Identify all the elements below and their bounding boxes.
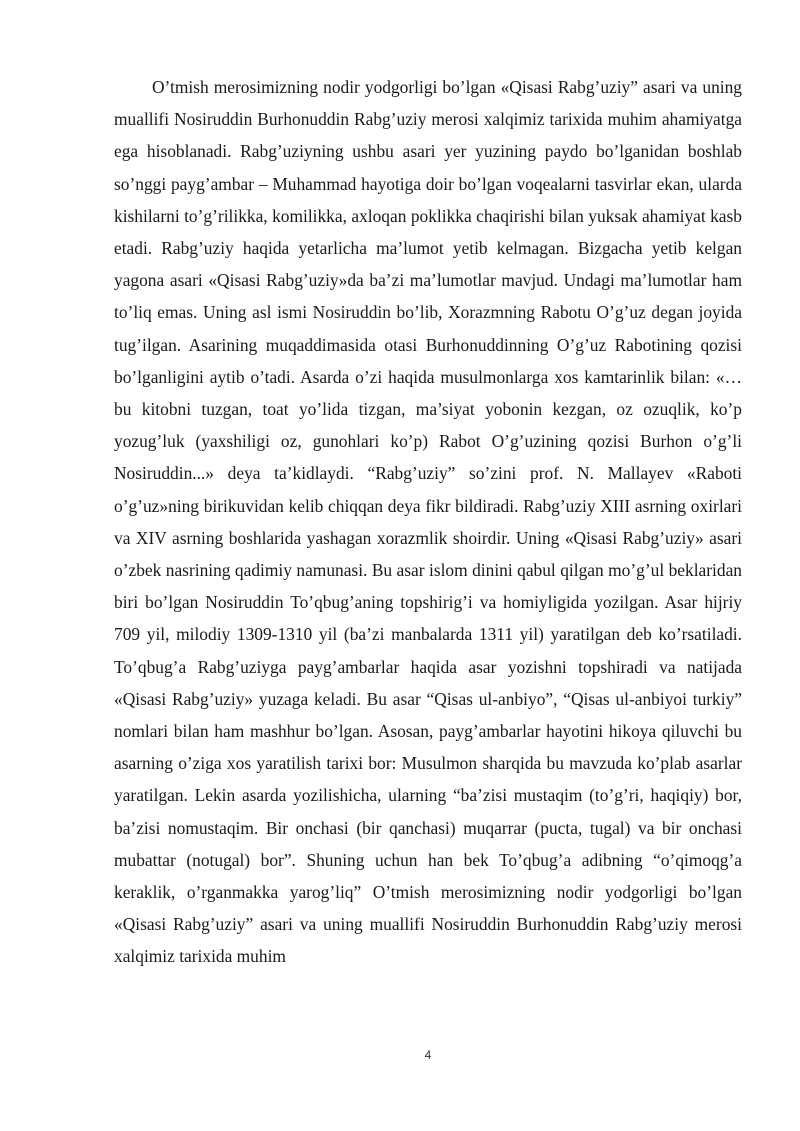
text-block [114,71,742,973]
body-paragraph: O’tmish merosimizning nodir yodgorligi bo’lgan «Qisasi Rabg’uziy” asari va uning muallifi Nosiruddin Burhonuddin Rabg’uziy merosi xalqimiz tarixida muhim ahamiyatga ega hisoblanadi. Rabg’uziyning ushbu asari yer yuzining paydo bo’lganidan boshlab so’nggi payg’ambar – Muhammad hayotiga doir bo’lgan voqealarni tasvirlar ekan, ularda kishilarni to’g’rilikka, komilikka, axloqan poklikka chaqirishi bilan yuksak ahamiyat kasb etadi. Rabg’uziy haqida yetarlicha ma’lumot yetib kelmagan. Bizgacha yetib kelgan yagona asari «Qisasi Rabg’uziy»da ba’zi ma’lumotlar mavjud. Undagi ma’lumotlar ham to’liq emas. Uning asl ismi Nosiruddin bo’lib, Xorazmning Rabotu O’g’uz degan joyida tug’ilgan. Asarining muqaddimasida otasi Burhonuddinning O’g’uz Rabotining qozisi bo’lganligini aytib o’tadi. Asarda o’zi haqida musulmonlarga xos kamtarinlik bilan: «…bu kitobni tuzgan, toat yo’lida tizgan, ma’siyat yobonin kezgan, oz ozuqlik, ko’p yozug’luk (yaxshiligi oz, gunohlari ko’p) Rabot O’g’uzining qozisi Burhon o’g’li Nosiruddin...» deya ta’kidlaydi. “Rabg’uziy” so’zini prof. N. Mallayev «Raboti o’g’uz»ning birikuvidan kelib chiqqan deya fikr bildiradi. Rabg’uziy XIII asrning oxirlari va XIV asrning boshlarida yashagan xorazmlik shoirdir. Uning «Qisasi Rabg’uziy» asari o’zbek nasrining qadimiy namunasi. Bu asar islom dinini qabul qilgan mo’g’ul beklaridan biri bo’lgan Nosiruddin To’qbug’aning topshirig’i va homiyligida yozilgan. Asar hijriy 709 yil, milodiy 1309-1310 yil (ba’zi manbalarda 1311 yil) yaratilgan deb ko’rsatiladi. To’qbug’a Rabg’uziyga payg’ambarlar haqida asar yozishni topshiradi va natijada «Qisasi Rabg’uziy» yuzaga keladi. Bu asar “Qisas ul-anbiyo”, “Qisas ul-anbiyoi turkiy” nomlari bilan ham mashhur bo’lgan. Asosan, payg’ambarlar hayotini hikoya qiluvchi bu asarning o’ziga xos yaratilish tarixi bor: Musulmon sharqida bu mavzuda ko’plab asarlar yaratilgan. Lekin asarda yozilishicha, ularning “ba’zisi mustaqim (to’g’ri, haqiqiy) bor, ba’zisi nomustaqim. Bir onchasi (bir qanchasi) muqarrar (pucta, tugal) va bir onchasi mubattar (notugal) bor”. Shuning uchun han bek To’qbug’a adibning “o’qimoqg’a keraklik, o’rganmakka yarog’liq” O’tmish merosimizning nodir yodgorligi bo’lgan «Qisasi Rabg’uziy” asari va uning muallifi Nosiruddin Burhonuddin Rabg’uziy merosi xalqimiz tarixida muhim [114,77,742,967]
page-number: 4 [424,1048,432,1062]
